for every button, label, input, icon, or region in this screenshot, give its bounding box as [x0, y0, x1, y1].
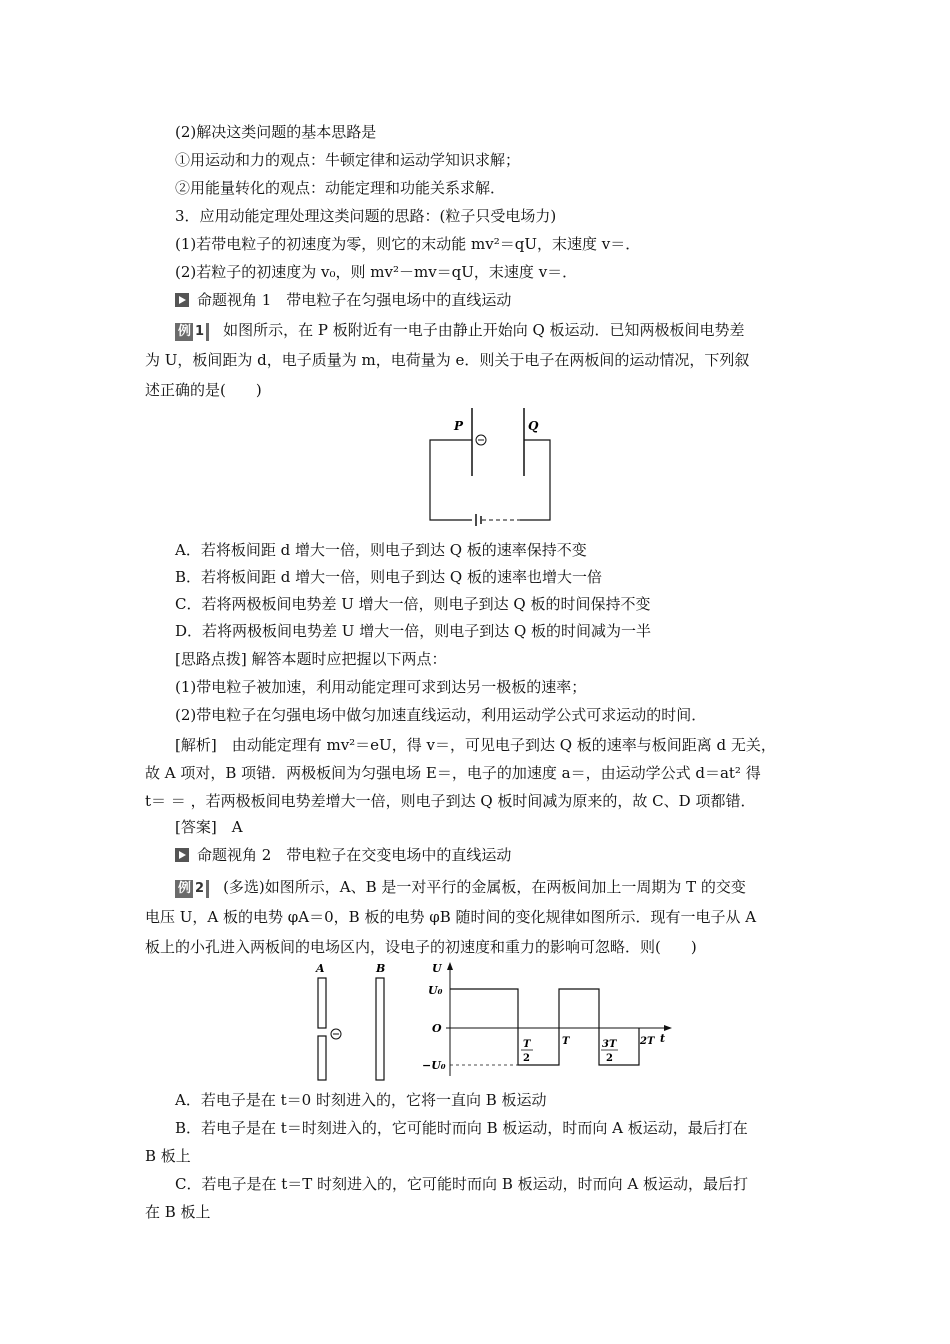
axis-minus-u0: −U₀	[422, 1059, 446, 1072]
example-1-line-1: 例 1 如图所示，在 P 板附近有一电子由静止开始向 Q 板运动．已知两极板间电势差	[175, 320, 745, 341]
label-b: B	[376, 962, 386, 975]
example-badge: 例 2	[175, 880, 209, 898]
circuit-figure	[420, 408, 560, 526]
plate-a-bottom	[318, 1036, 326, 1080]
hint-1: (1)带电粒子被加速，利用动能定理可求到达另一极板的速率；	[175, 678, 587, 696]
tick-2t: 2T	[640, 1036, 655, 1047]
example-2-line-1: 例 2 (多选)如图所示，A、B 是一对平行的金属板，在两板间加上一周期为 T 的交变	[175, 877, 746, 898]
option-c-line-2: 在 B 板上	[145, 1203, 211, 1221]
text-line: 3．应用动能定理处理这类问题的思路：(粒子只受电场力)	[175, 207, 557, 225]
analysis-line-2: 故 A 项对，B 项错．两极板间为匀强电场 E＝，电子的加速度 a＝，由运动学公式 d＝at² 得	[145, 764, 761, 782]
label-q: Q	[528, 419, 539, 433]
example-badge: 例 1	[175, 323, 209, 341]
text-line: ①用运动和力的观点：牛顿定律和运动学知识求解；	[175, 151, 521, 169]
analysis-line-3: t＝ ＝ ，若两极板间电势差增大一倍，则电子到达 Q 板时间减为原来的，故 C、D 项都错．	[145, 792, 756, 810]
section-title: 命题视角 2 带电粒子在交变电场中的直线运动	[197, 846, 512, 864]
option-b-line-1: B．若电子是在 t＝时刻进入的，它可能时而向 B 板运动，时而向 A 板运动，最后打在	[175, 1119, 748, 1137]
text-line: ②用能量转化的观点：动能定理和功能关系求解．	[175, 179, 506, 197]
text-line: (1)若带电粒子的初速度为零，则它的末动能 mv²＝qU，末速度 v＝．	[175, 235, 641, 253]
hint-heading: [思路点拨] 解答本题时应把握以下两点：	[175, 650, 447, 668]
tick-3t-half-num: 3T	[602, 1039, 617, 1050]
plates-figure	[310, 958, 390, 1083]
text-line: 板上的小孔进入两板间的电场区内，设电子的初速度和重力的影响可忽略．则( )	[145, 938, 697, 956]
plate-b	[376, 978, 384, 1080]
play-triangle-icon	[175, 293, 189, 307]
section-heading-1	[175, 290, 511, 310]
tick-t-half-num: T	[523, 1039, 531, 1050]
axis-u: U	[432, 962, 442, 975]
axis-o: O	[432, 1022, 442, 1035]
text-line: 为 U，板间距为 d，电子质量为 m，电荷量为 e．则关于电子在两板间的运动情况，下列叙	[145, 351, 750, 369]
text-line: 电压 U，A 板的电势 φA＝0，B 板的电势 φB 随时间的变化规律如图所示．现有一电子从 A	[145, 908, 757, 926]
answer: [答案] A	[175, 818, 243, 836]
axis-t: t	[660, 1032, 666, 1045]
play-triangle-icon	[175, 848, 189, 862]
tick-t: T	[562, 1036, 570, 1047]
option-d: D．若将两极板间电势差 U 增大一倍，则电子到达 Q 板的时间减为一半	[175, 622, 652, 640]
analysis-line-1: [解析] 由动能定理有 mv²＝eU，得 v＝，可见电子到达 Q 板的速率与板间距离 d 无关，	[175, 736, 776, 754]
label-p: P	[454, 419, 464, 433]
section-title: 命题视角 1 带电粒子在匀强电场中的直线运动	[197, 291, 512, 309]
voltage-graph	[420, 958, 680, 1083]
option-b-line-2: B 板上	[145, 1147, 191, 1165]
option-a: A．若将板间距 d 增大一倍，则电子到达 Q 板的速率保持不变	[175, 541, 587, 559]
section-heading-2	[175, 845, 511, 865]
tick-3t-half-den: 2	[606, 1053, 613, 1064]
text-line: (2)解决这类问题的基本思路是	[175, 123, 377, 141]
option-c: C．若将两极板间电势差 U 增大一倍，则电子到达 Q 板的时间保持不变	[175, 595, 651, 613]
wire-left	[430, 440, 472, 520]
option-b: B．若将板间距 d 增大一倍，则电子到达 Q 板的速率也增大一倍	[175, 568, 602, 586]
plate-a-top	[318, 978, 326, 1028]
axis-u0: U₀	[428, 984, 443, 997]
text-line: 述正确的是( )	[145, 381, 262, 399]
text-line: (2)若粒子的初速度为 v₀，则 mv²－mv＝qU，末速度 v＝．	[175, 263, 578, 281]
hint-2: (2)带电粒子在匀强电场中做匀加速直线运动，利用运动学公式可求运动的时间．	[175, 706, 707, 724]
label-a: A	[316, 962, 325, 975]
tick-t-half-den: 2	[523, 1053, 530, 1064]
option-c-line-1: C．若电子是在 t＝T 时刻进入的，它可能时而向 B 板运动，时而向 A 板运动，最后打	[175, 1175, 748, 1193]
option-a: A．若电子是在 t＝0 时刻进入的，它将一直向 B 板运动	[175, 1091, 547, 1109]
